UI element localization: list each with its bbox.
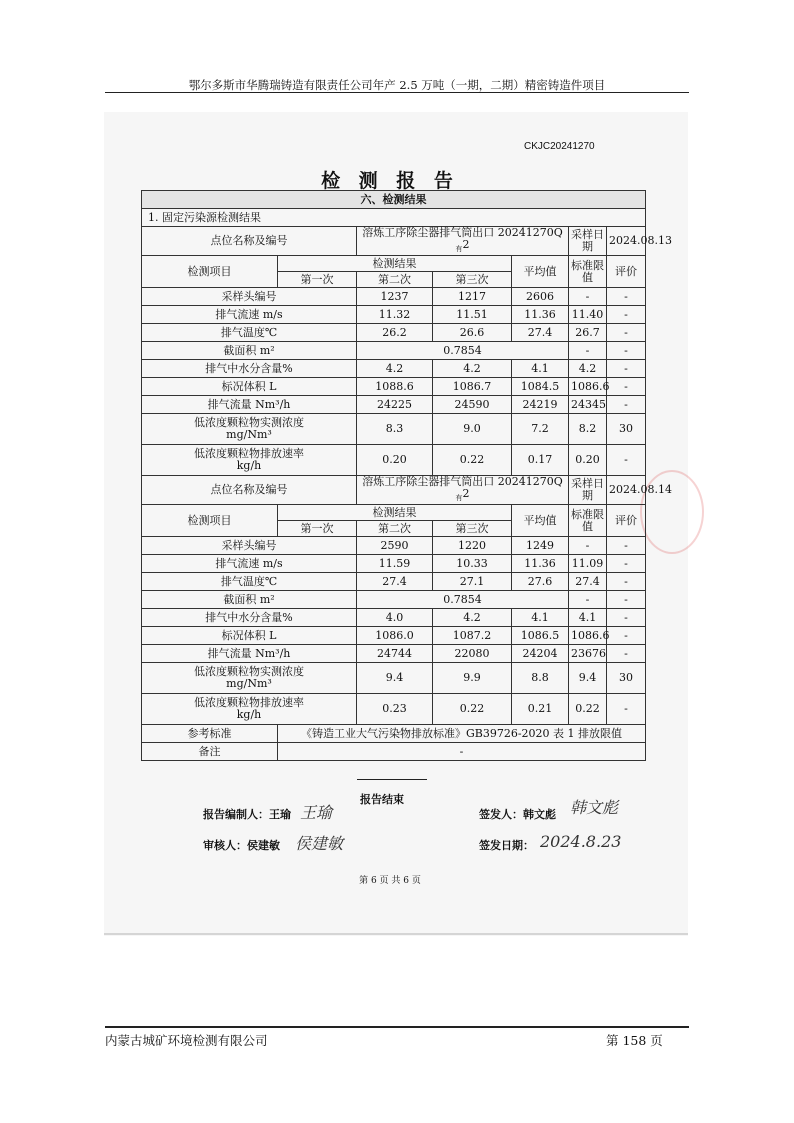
row-limit: - (607, 360, 646, 378)
reviewer-label: 审核人：侯建敏 (203, 839, 280, 852)
sampling-date-value: 2024.08.13 (607, 227, 646, 256)
row-average: 4.2 (569, 360, 607, 378)
report-title: 检 测 报 告 (321, 170, 459, 192)
row-limit: - (607, 694, 646, 725)
row-item (142, 306, 357, 324)
reference-label: 参考标准 (142, 725, 278, 743)
row-limit: - (607, 627, 646, 645)
row-item (142, 324, 357, 342)
col-header-limit: 标准限值 (569, 505, 607, 537)
row-item-text: 低浓度颗粒物排放速率 (194, 447, 304, 461)
sampling-date-label: 采样日期 (569, 227, 607, 256)
row-average: - (569, 591, 607, 609)
row-value-run1: 11.59 (357, 555, 433, 573)
row-item-text: 截面积 m² (223, 343, 275, 357)
row-value-run2: 4.2 (433, 609, 512, 627)
point-name-text: 溶炼工序除尘器排气筒出口 20241270Q (362, 226, 563, 239)
row-item-text: 低浓度颗粒物排放速率 (194, 696, 304, 710)
remark-value: - (278, 743, 646, 761)
row-value-run1: 24225 (357, 396, 433, 414)
row-limit: - (607, 288, 646, 306)
row-value-run2: 0.22 (433, 445, 512, 476)
point-name-subscript: 有 (455, 494, 463, 503)
row-value-run1: 0.23 (357, 694, 433, 725)
row-item-unit: mg/Nm³ (226, 428, 272, 442)
page-header: 鄂尔多斯市华腾瑞铸造有限责任公司年产 2.5 万吨（一期，二期）精密铸造件项目 (188, 78, 606, 92)
row-average: 0.20 (569, 445, 607, 476)
row-item (142, 445, 357, 476)
row-value-run3: 1084.5 (512, 378, 569, 396)
row-average: - (569, 537, 607, 555)
row-average: 1086.6 (569, 378, 607, 396)
row-item (142, 609, 357, 627)
row-value-run2: 0.22 (433, 694, 512, 725)
row-value-run1: 9.4 (357, 663, 433, 694)
row-value-run1: 11.32 (357, 306, 433, 324)
compiler-signature: 王瑜 (300, 803, 333, 822)
row-limit: - (607, 537, 646, 555)
row-value-run2: 11.51 (433, 306, 512, 324)
row-limit: - (607, 573, 646, 591)
row-average: 27.4 (569, 573, 607, 591)
row-item-text: 排气温度℃ (220, 325, 278, 339)
row-value-run3: 4.1 (512, 609, 569, 627)
reference-value: 《铸造工业大气污染物排放标准》GB39726-2020 表 1 排放限值 (278, 725, 646, 743)
row-item-unit: kg/h (236, 708, 262, 722)
page-indicator: 第 6 页 共 6 页 (359, 876, 421, 886)
row-value-run3: 1086.5 (512, 627, 569, 645)
row-item (142, 414, 357, 445)
row-value-run1: 1237 (357, 288, 433, 306)
row-item (142, 663, 357, 694)
row-value-run3: 27.6 (512, 573, 569, 591)
row-merged-value: 0.7854 (357, 591, 569, 609)
results-table (141, 190, 672, 761)
sampling-date-value: 2024.08.14 (607, 476, 646, 505)
issuer-label: 签发人：韩文彪 (479, 808, 556, 821)
row-value-run3: 7.2 (512, 414, 569, 445)
point-name-text: 溶炼工序除尘器排气筒出口 20241270Q (362, 475, 563, 489)
row-value-run2: 4.2 (433, 360, 512, 378)
row-item-text: 采样头编号 (221, 538, 277, 552)
row-limit: - (607, 591, 646, 609)
row-value-run3: 4.1 (512, 360, 569, 378)
point-name-subscript: 有 (455, 245, 463, 254)
row-limit: 30 (607, 414, 646, 445)
row-item (142, 360, 357, 378)
report-number: CKJC20241270 (524, 141, 595, 152)
row-average: 23676 (569, 645, 607, 663)
issue-date-label: 签发日期： (479, 839, 534, 852)
row-item (142, 396, 357, 414)
row-limit: - (607, 445, 646, 476)
row-item-unit: kg/h (236, 459, 262, 473)
col-header-results: 检测结果 (278, 505, 512, 521)
row-value-run2: 1087.2 (433, 627, 512, 645)
row-item (142, 342, 357, 360)
row-value-run2: 1217 (433, 288, 512, 306)
row-merged-value: 0.7854 (357, 342, 569, 360)
row-average: 8.2 (569, 414, 607, 445)
row-value-run2: 10.33 (433, 555, 512, 573)
row-item (142, 378, 357, 396)
footer-page-number: 第 158 页 (606, 1033, 663, 1048)
row-item-text: 排气流量 Nm³/h (207, 397, 291, 411)
col-header-run3: 第三次 (433, 272, 512, 288)
row-value-run3: 11.36 (512, 306, 569, 324)
row-average: - (569, 342, 607, 360)
footer-rule (105, 1026, 689, 1028)
row-value-run2: 24590 (433, 396, 512, 414)
col-header-run1: 第一次 (278, 272, 357, 288)
row-value-run3: 2606 (512, 288, 569, 306)
row-limit: - (607, 324, 646, 342)
row-value-run3: 11.36 (512, 555, 569, 573)
section-title: 六、检测结果 (142, 191, 646, 209)
row-value-run2: 1086.7 (433, 378, 512, 396)
point-name-number: 2 (462, 487, 470, 501)
row-item-unit: mg/Nm³ (226, 677, 272, 691)
row-value-run3: 27.4 (512, 324, 569, 342)
row-limit: - (607, 555, 646, 573)
row-item-text: 标况体积 L (221, 628, 277, 642)
issuer-signature: 韩文彪 (570, 798, 619, 817)
row-value-run3: 8.8 (512, 663, 569, 694)
row-limit: - (607, 396, 646, 414)
row-value-run1: 1088.6 (357, 378, 433, 396)
col-header-limit: 标准限值 (569, 256, 607, 288)
footer-company: 内蒙古城矿环境检测有限公司 (105, 1033, 268, 1048)
row-average: 4.1 (569, 609, 607, 627)
row-item (142, 555, 357, 573)
row-item-text: 排气流速 m/s (215, 307, 283, 321)
row-value-run1: 2590 (357, 537, 433, 555)
row-value-run3: 1249 (512, 537, 569, 555)
row-item-text: 低浓度颗粒物实测浓度 (194, 416, 304, 430)
row-limit: - (607, 609, 646, 627)
col-header-run1: 第一次 (278, 521, 357, 537)
row-item-text: 排气温度℃ (220, 574, 278, 588)
row-item-text: 排气中水分含量% (205, 610, 293, 624)
col-header-item: 检测项目 (142, 505, 278, 537)
row-item-text: 采样头编号 (221, 289, 277, 303)
row-average: 26.7 (569, 324, 607, 342)
row-item (142, 288, 357, 306)
row-item-text: 标况体积 L (221, 379, 277, 393)
col-header-run2: 第二次 (357, 521, 433, 537)
row-value-run1: 8.3 (357, 414, 433, 445)
compiler-label: 报告编制人：王瑜 (203, 808, 291, 821)
col-header-evaluation: 评价 (607, 505, 646, 537)
row-item (142, 537, 357, 555)
row-average: 1086.6 (569, 627, 607, 645)
header-rule (105, 92, 689, 93)
row-limit: - (607, 306, 646, 324)
row-value-run2: 27.1 (433, 573, 512, 591)
row-limit: - (607, 342, 646, 360)
sampling-date-label: 采样日期 (569, 476, 607, 505)
row-value-run2: 9.0 (433, 414, 512, 445)
row-limit: - (607, 645, 646, 663)
point-name-label: 点位名称及编号 (142, 227, 357, 256)
row-average: - (569, 288, 607, 306)
row-value-run3: 24204 (512, 645, 569, 663)
row-value-run1: 24744 (357, 645, 433, 663)
row-limit: 30 (607, 663, 646, 694)
col-header-run2: 第二次 (357, 272, 433, 288)
col-header-average: 平均值 (512, 505, 569, 537)
row-item-text: 排气流速 m/s (215, 556, 283, 570)
row-value-run1: 26.2 (357, 324, 433, 342)
row-value-run1: 4.2 (357, 360, 433, 378)
row-item-text: 排气中水分含量% (205, 361, 293, 375)
subsection-title: 1. 固定污染源检测结果 (142, 209, 646, 227)
remark-label: 备注 (142, 743, 278, 761)
col-header-evaluation: 评价 (607, 256, 646, 288)
row-value-run3: 0.21 (512, 694, 569, 725)
point-name-label: 点位名称及编号 (142, 476, 357, 505)
row-item (142, 627, 357, 645)
row-item-text: 排气流量 Nm³/h (207, 646, 291, 660)
col-header-average: 平均值 (512, 256, 569, 288)
row-item (142, 645, 357, 663)
row-average: 0.22 (569, 694, 607, 725)
row-value-run2: 1220 (433, 537, 512, 555)
reviewer-signature: 侯建敏 (295, 834, 344, 853)
row-item (142, 591, 357, 609)
row-item (142, 694, 357, 725)
row-value-run2: 22080 (433, 645, 512, 663)
row-item-text: 截面积 m² (223, 592, 275, 606)
point-name-value (357, 227, 569, 256)
row-item (142, 573, 357, 591)
end-rule (357, 779, 427, 780)
row-average: 11.09 (569, 555, 607, 573)
row-value-run1: 1086.0 (357, 627, 433, 645)
row-value-run1: 4.0 (357, 609, 433, 627)
row-average: 11.40 (569, 306, 607, 324)
col-header-results: 检测结果 (278, 256, 512, 272)
point-name-value (357, 476, 569, 505)
row-value-run3: 0.17 (512, 445, 569, 476)
row-limit: - (607, 378, 646, 396)
row-item-text: 低浓度颗粒物实测浓度 (194, 665, 304, 679)
row-value-run1: 0.20 (357, 445, 433, 476)
point-name-number: 2 (462, 238, 470, 251)
scan-edge (104, 933, 688, 935)
report-end-label: 报告结束 (360, 793, 404, 806)
col-header-run3: 第三次 (433, 521, 512, 537)
row-value-run2: 9.9 (433, 663, 512, 694)
row-value-run3: 24219 (512, 396, 569, 414)
row-average: 24345 (569, 396, 607, 414)
col-header-item: 检测项目 (142, 256, 278, 288)
issue-date-handwritten: 2024.8.23 (540, 832, 622, 851)
row-value-run1: 27.4 (357, 573, 433, 591)
row-value-run2: 26.6 (433, 324, 512, 342)
row-average: 9.4 (569, 663, 607, 694)
